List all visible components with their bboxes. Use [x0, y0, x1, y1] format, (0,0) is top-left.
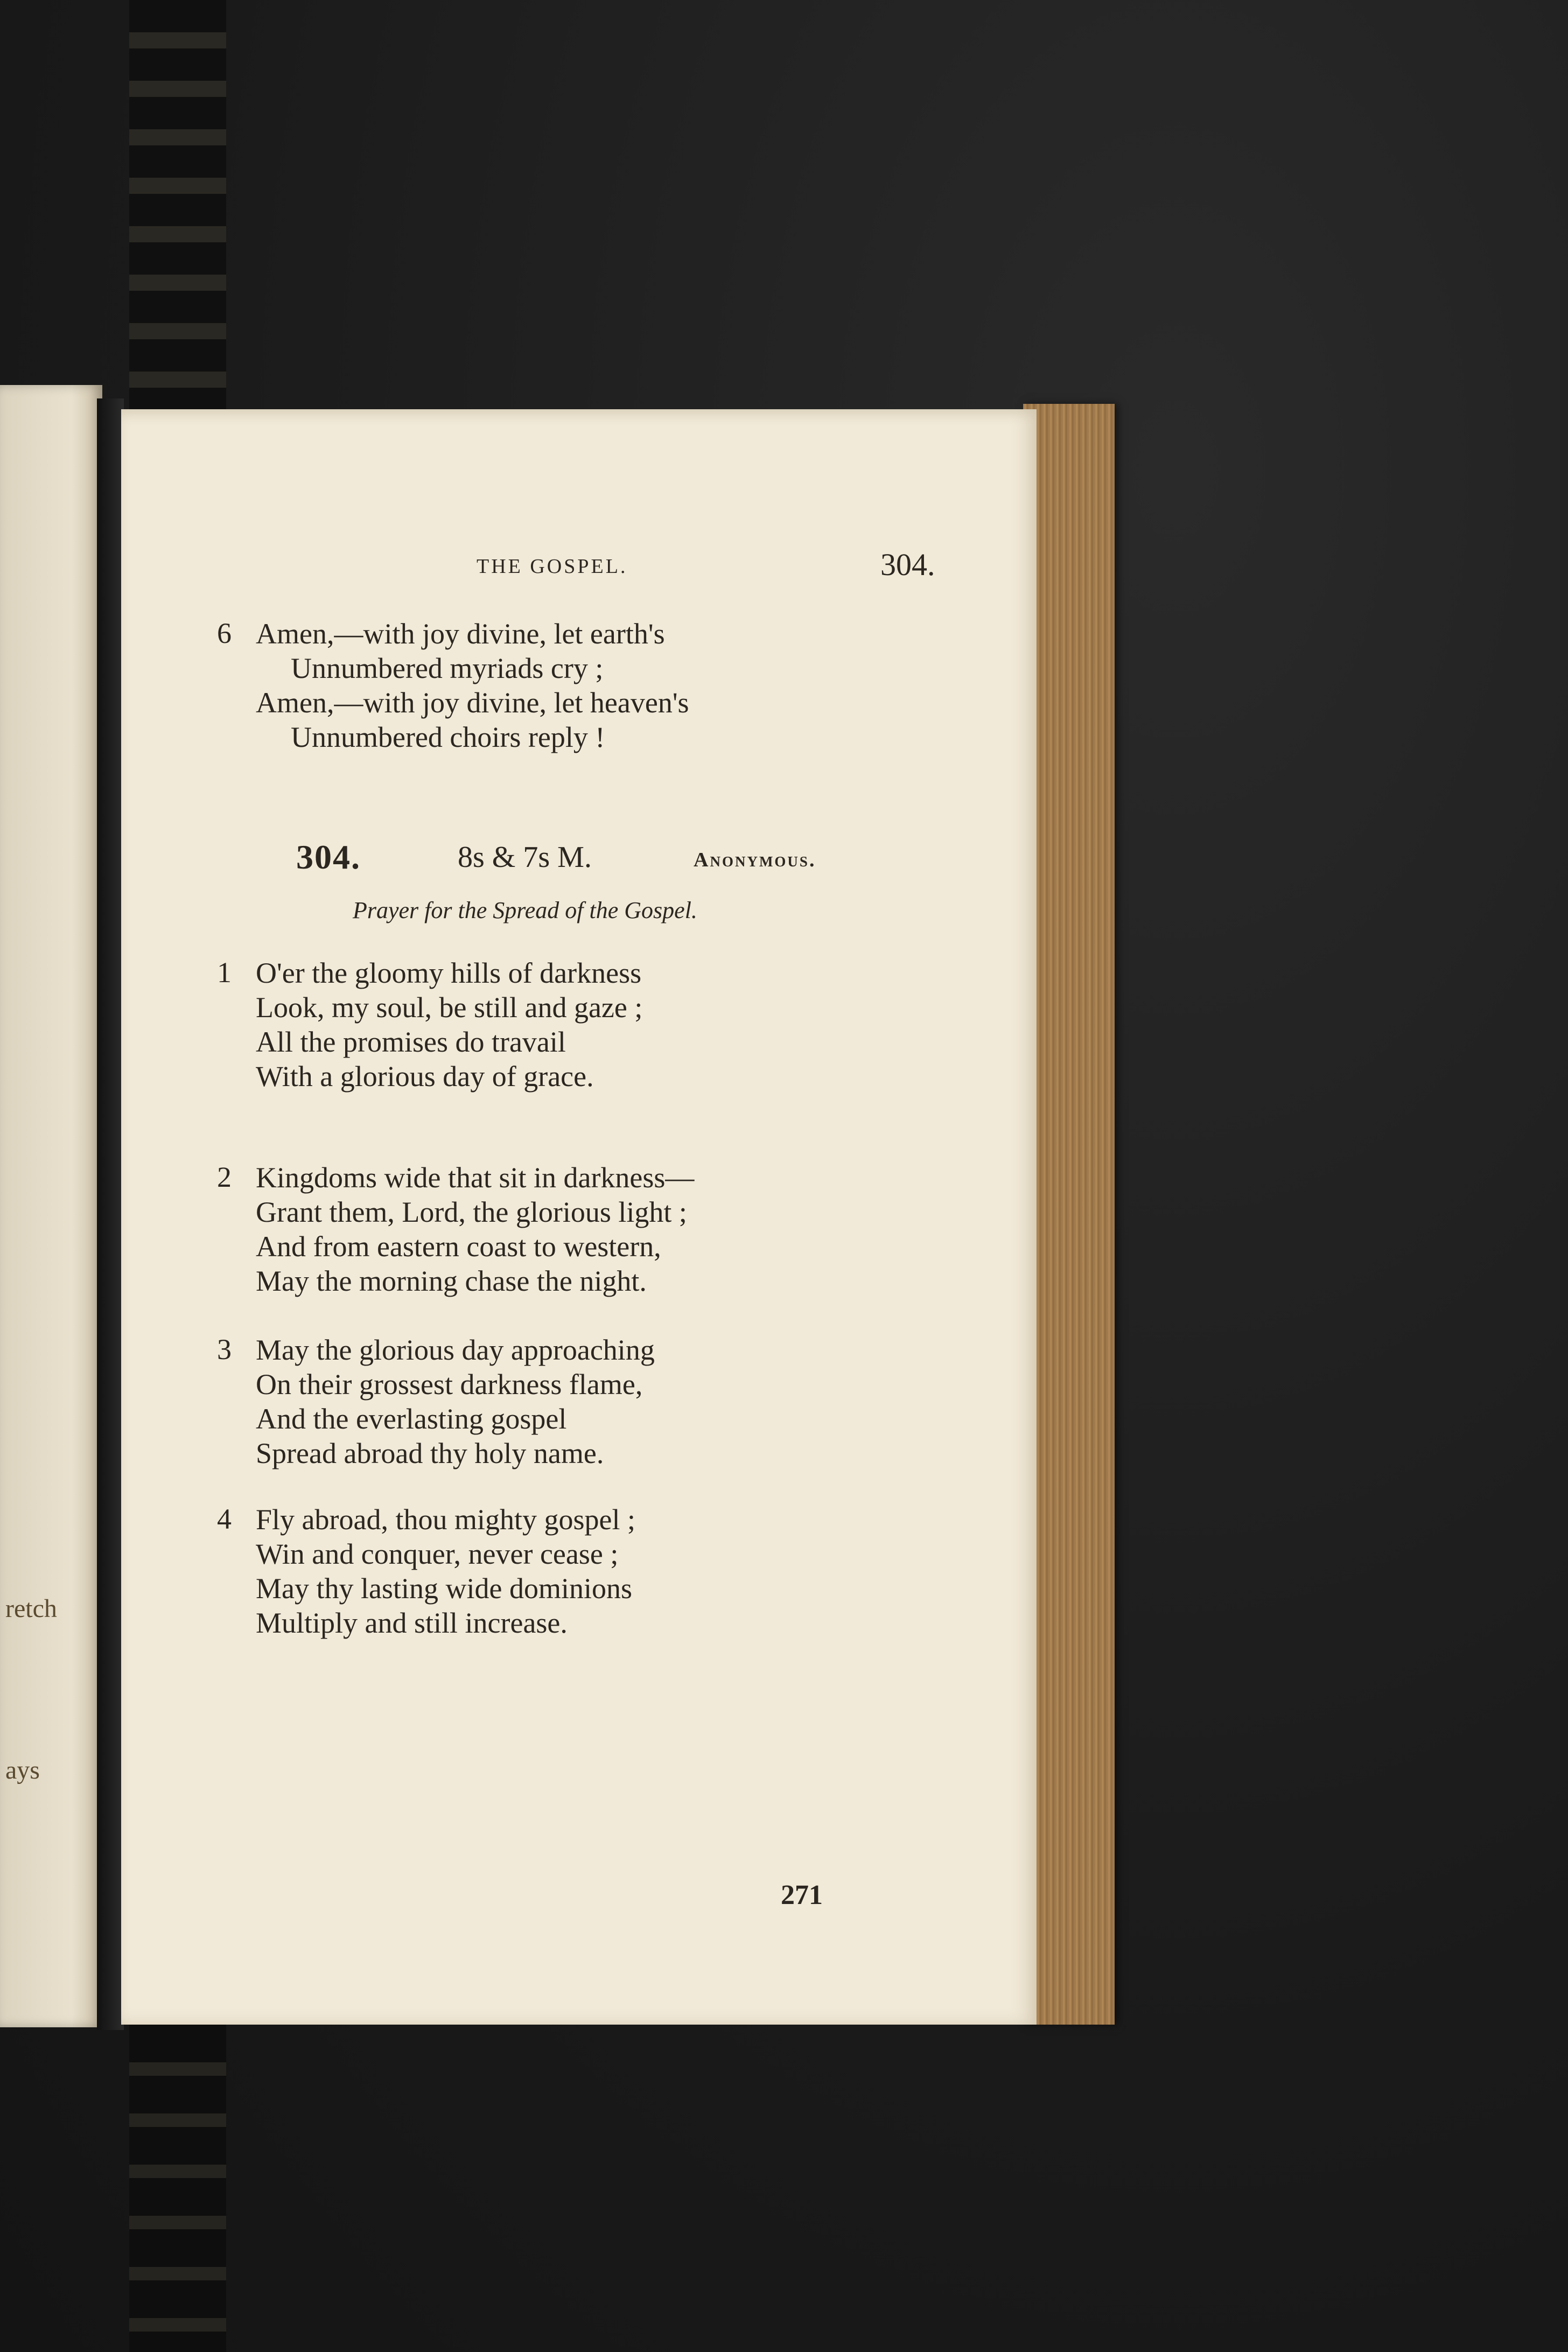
book-binding-top [129, 0, 226, 409]
stanza-number: 6 [217, 617, 232, 649]
verse-line: May the glorious day approaching [256, 1334, 655, 1366]
page-number: 271 [781, 1880, 823, 1910]
verse-line: Look, my soul, be still and gaze ; [256, 991, 643, 1024]
stanza-number: 4 [217, 1503, 232, 1535]
hymn-stanza [217, 1502, 635, 1640]
verse-line: Spread abroad thy holy name. [256, 1437, 604, 1469]
hymn-stanza [217, 956, 643, 1094]
running-head: THE GOSPEL. [477, 555, 628, 578]
verse-line: May thy lasting wide dominions [256, 1572, 632, 1605]
left-page-fragment: retch [5, 1594, 57, 1623]
book-page [121, 409, 1037, 2025]
hymn-stanza [217, 1333, 655, 1471]
hymn-subtitle: Prayer for the Spread of the Gospel. [353, 897, 697, 923]
book-binding-bottom [129, 2025, 226, 2352]
stanza-number: 3 [217, 1333, 232, 1366]
verse-line: O'er the gloomy hills of darkness [256, 957, 642, 989]
verse-line: And from eastern coast to western, [256, 1230, 661, 1263]
previous-hymn-stanza [217, 617, 689, 754]
verse-line: Unnumbered choirs reply ! [291, 721, 605, 753]
gutter-shadow [97, 398, 124, 2030]
verse-line: Amen,—with joy divine, let earth's [256, 618, 665, 650]
stanza-number: 2 [217, 1161, 232, 1193]
verse-line: Amen,—with joy divine, let heaven's [256, 687, 689, 719]
verse-line: Win and conquer, never cease ; [256, 1538, 619, 1570]
verse-line: On their grossest darkness flame, [256, 1368, 643, 1401]
hymn-stanza [217, 1160, 695, 1298]
stanza-number: 1 [217, 956, 232, 989]
verse-line: Fly abroad, thou mighty gospel ; [256, 1503, 635, 1536]
verse-line: All the promises do travail [256, 1026, 566, 1058]
hymn-author: Anonymous. [694, 849, 816, 871]
verse-line: Grant them, Lord, the glorious light ; [256, 1196, 687, 1228]
verse-line: Kingdoms wide that sit in darkness— [256, 1161, 695, 1194]
left-page-edge [0, 385, 102, 2027]
verse-line: Unnumbered myriads cry ; [291, 652, 604, 684]
verse-line: Multiply and still increase. [256, 1607, 568, 1639]
page-fore-edge [1023, 404, 1115, 2025]
verse-line: With a glorious day of grace. [256, 1060, 594, 1093]
hymn-meter: 8s & 7s M. [458, 841, 592, 874]
header-hymn-number: 304. [880, 547, 935, 582]
verse-line: May the morning chase the night. [256, 1265, 647, 1297]
verse-line: And the everlasting gospel [256, 1403, 567, 1435]
left-page-fragment: ays [5, 1756, 40, 1784]
hymn-number: 304. [296, 838, 361, 876]
